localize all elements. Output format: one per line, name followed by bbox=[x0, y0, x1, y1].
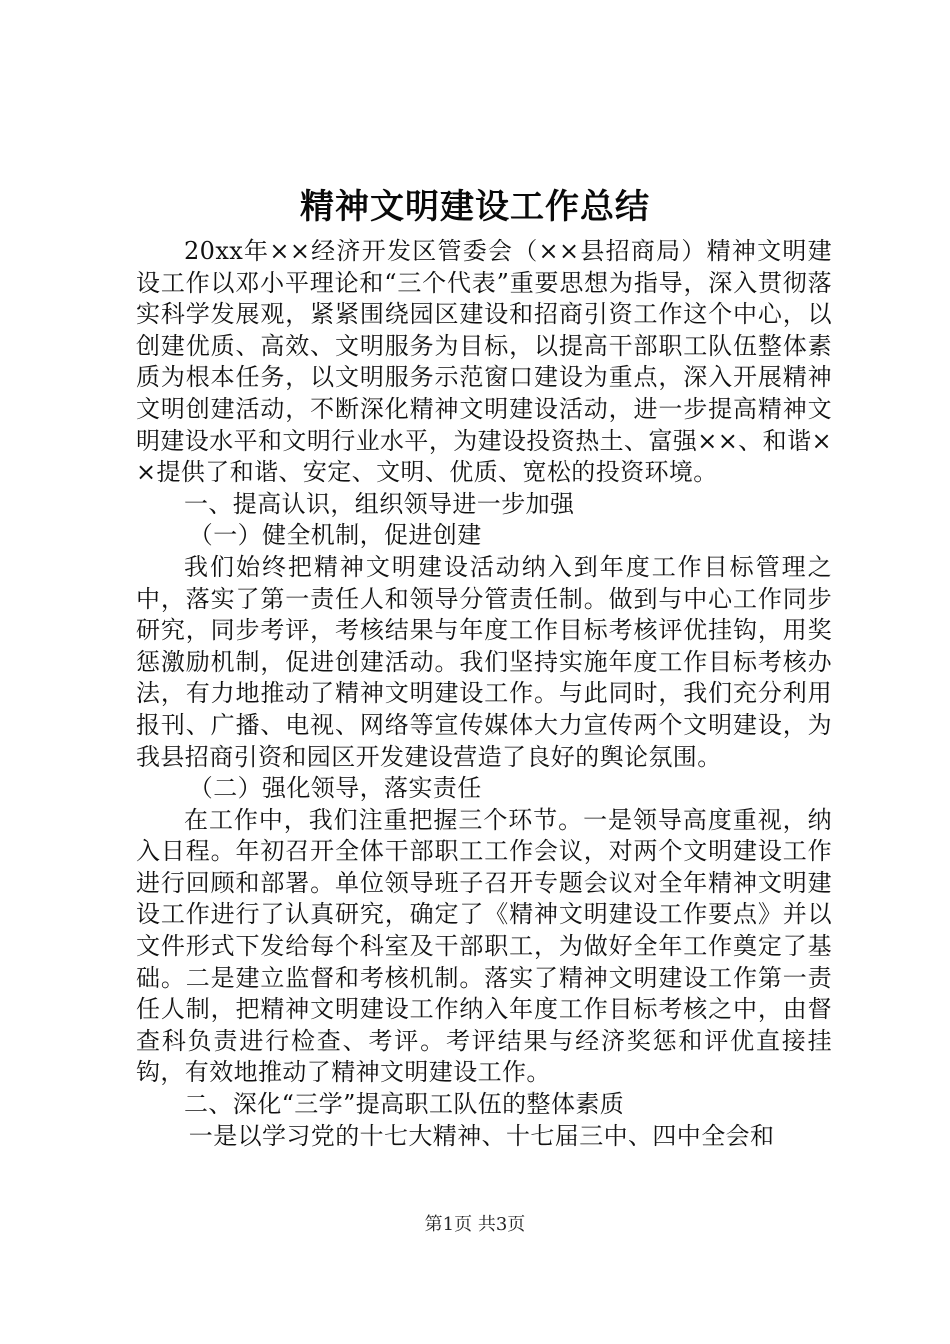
body-paragraph-2: 在工作中，我们注重把握三个环节。一是领导高度重视，纳入日程。年初召开全体干部职工工作会议，对两个文明建设工作进行回顾和部署。单位领导班子召开专题会议对全年精神文明建设工作进行了认真研究，确定了《精神文明建设工作要点》并以文件形式下发给每个科室及干部职工，为做好全年工作奠定了基础。二是建立监督和考核机制。落实了精神文明建设工作第一责任人制，把精神文明建设工作纳入年度工作目标考核之中，由督查科负责进行检查、考评。考评结果与经济奖惩和评优直接挂钩，有效地推动了精神文明建设工作。 bbox=[136, 805, 832, 1087]
intro-paragraph: 20xx年××经济开发区管委会（××县招商局）精神文明建设工作以邓小平理论和“三个代表”重要思想为指导，深入贯彻落实科学发展观，紧紧围绕园区建设和招商引资工作这个中心，以创建优质、高效、文明服务为目标，以提高干部职工队伍整体素质为根本任务，以文明服务示范窗口建设为重点，深入开展精神文明创建活动，不断深化精神文明建设活动，进一步提高精神文明建设水平和文明行业水平，为建设投资热土、富强××、和谐××提供了和谐、安定、文明、优质、宽松的投资环境。 bbox=[136, 237, 832, 487]
body-paragraph-3: 一是以学习党的十七大精神、十七届三中、四中全会和 bbox=[188, 1121, 775, 1150]
document-body bbox=[136, 236, 832, 1152]
subsection-heading-1-1: （一）健全机制，促进创建 bbox=[188, 521, 482, 550]
body-paragraph-1: 我们始终把精神文明建设活动纳入到年度工作目标管理之中，落实了第一责任人和领导分管责任制。做到与中心工作同步研究，同步考评，考核结果与年度工作目标考核评优挂钩，用奖惩激励机制，促进创建活动。我们坚持实施年度工作目标考核办法，有力地推动了精神文明建设工作。与此同时，我们充分利用报刊、广播、电视、网络等宣传媒体大力宣传两个文明建设，为我县招商引资和园区开发建设营造了良好的舆论氛围。 bbox=[136, 552, 832, 771]
section-heading-1: 一、提高认识，组织领导进一步加强 bbox=[184, 489, 575, 518]
section-heading-2: 二、深化“三学”提高职工队伍的整体素质 bbox=[184, 1090, 625, 1119]
page-number: 第1页 共3页 bbox=[424, 1214, 526, 1235]
document-title: 精神文明建设工作总结 bbox=[300, 187, 650, 227]
subsection-heading-1-2: （二）强化领导，落实责任 bbox=[188, 774, 482, 803]
